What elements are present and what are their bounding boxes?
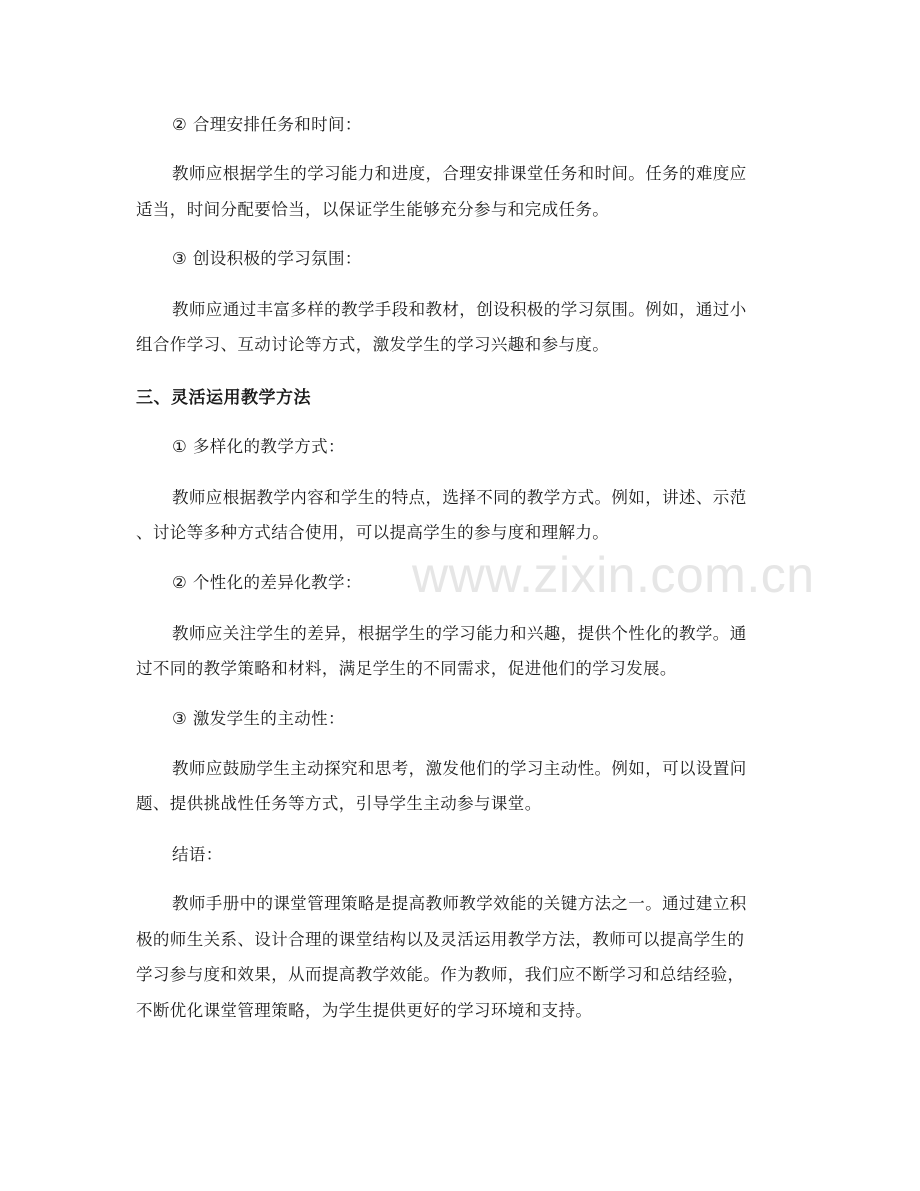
watermark: www.zixin.com.cn [412, 547, 815, 603]
paragraph-3-2-line-1: 教师应关注学生的差异，根据学生的学习能力和兴趣，提供个性化的教学。通 [172, 624, 747, 643]
subheading-3-1: ① 多样化的教学方式： [172, 437, 345, 456]
paragraph-3-3-line-1: 教师应鼓励学生主动探究和思考，激发他们的学习主动性。例如，可以设置问 [172, 759, 747, 778]
paragraph-3-1-line-1: 教师应根据教学内容和学生的特点，选择不同的教学方式。例如，讲述、示范 [172, 488, 747, 507]
conclusion-line-2: 极的师生关系、设计合理的课堂结构以及灵活运用教学方法，教师可以提高学生的 [136, 930, 745, 949]
paragraph-3-3-line-2: 题、提供挑战性任务等方式，引导学生主动参与课堂。 [136, 794, 542, 813]
conclusion-line-3: 学习参与度和效果，从而提高教学效能。作为教师，我们应不断学习和总结经验， [136, 965, 745, 984]
section-3-title: 三、灵活运用教学方法 [136, 388, 311, 408]
paragraph-3-1-line-2: 、讨论等多种方式结合使用，可以提高学生的参与度和理解力。 [136, 523, 610, 542]
subheading-2-3: ③ 创设积极的学习氛围： [172, 249, 362, 268]
subheading-3-3: ③ 激发学生的主动性： [172, 709, 345, 728]
conclusion-label: 结语： [172, 845, 223, 864]
conclusion-line-4: 不断优化课堂管理策略，为学生提供更好的学习环境和支持。 [136, 1001, 593, 1020]
paragraph-2-2-line-2: 适当，时间分配要恰当，以保证学生能够充分参与和完成任务。 [136, 200, 610, 219]
paragraph-2-2-line-1: 教师应根据学生的学习能力和进度，合理安排课堂任务和时间。任务的难度应 [172, 164, 747, 183]
subheading-2-2: ② 合理安排任务和时间： [172, 115, 362, 134]
subheading-3-2: ② 个性化的差异化教学： [172, 573, 362, 592]
paragraph-2-3-line-2: 组合作学习、互动讨论等方式，激发学生的学习兴趣和参与度。 [136, 335, 610, 354]
paragraph-3-2-line-2: 过不同的教学策略和材料，满足学生的不同需求，促进他们的学习发展。 [136, 659, 677, 678]
conclusion-line-1: 教师手册中的课堂管理策略是提高教师教学效能的关键方法之一。通过建立积 [172, 894, 747, 913]
paragraph-2-3-line-1: 教师应通过丰富多样的教学手段和教材，创设积极的学习氛围。例如，通过小 [172, 300, 747, 319]
